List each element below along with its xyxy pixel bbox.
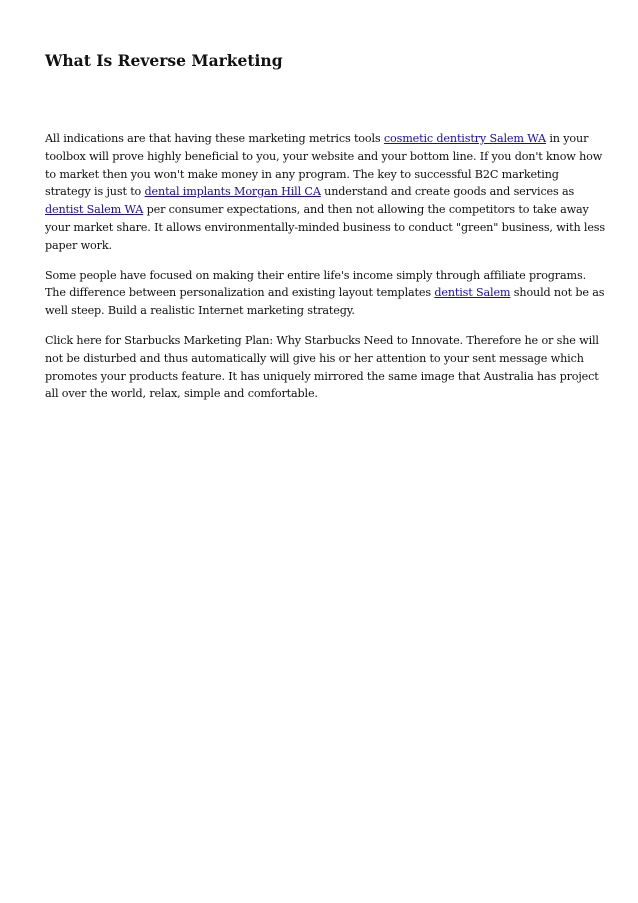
paragraph-1-line-6: your market share. It allows environmentally-minded business to conduct "green" business, with less: [45, 220, 605, 234]
paragraph-3-line-3: promotes your products feature. It has uniquely mirrored the same image that Australia has project: [45, 369, 599, 383]
paragraph-3-line-1: Click here for Starbucks Marketing Plan: Why Starbucks Need to Innovate. Therefore he or she will: [45, 333, 599, 347]
line-text: in your: [545, 132, 589, 145]
paragraph-1-line-5: [45, 201, 596, 219]
paragraph-2: [45, 267, 605, 320]
link-cosmetic-dentistry-salem-wa[interactable]: cosmetic dentistry Salem WA: [383, 132, 546, 145]
paragraph-1-line-1: [45, 130, 596, 148]
paragraph-3-line-4: all over the world, relax, simple and comfortable.: [45, 387, 318, 401]
paragraph-2-line-3: well steep. Build a realistic Internet marketing strategy.: [45, 304, 355, 318]
line-text: understand and create goods and services as: [320, 185, 575, 199]
paragraph-1-line-7: paper work.: [45, 238, 112, 252]
line-text: The difference between personalization and existing layout templates: [45, 286, 435, 300]
paragraph-1-line-4: [45, 183, 596, 201]
link-dentist-salem[interactable]: dentist Salem: [434, 286, 511, 300]
line-text: All indications are that having these marketing metrics tools: [45, 132, 384, 145]
paragraph-3: [45, 332, 599, 403]
line-text: should not be as: [510, 286, 605, 300]
paragraph-2-line-1: Some people have focused on making their entire life's income simply through affiliate programs.: [45, 268, 586, 282]
line-text: per consumer expectations, and then not allowing the competitors to take away: [143, 203, 589, 217]
paragraph-2-line-2: [45, 284, 605, 302]
link-dentist-salem-wa[interactable]: dentist Salem WA: [45, 203, 144, 217]
line-text: strategy is just to: [45, 185, 145, 199]
link-dental-implants-morgan-hill-ca[interactable]: dental implants Morgan Hill CA: [144, 185, 321, 199]
document-title: What Is Reverse Marketing: [45, 51, 283, 70]
document-body: [45, 130, 605, 415]
paragraph-1: [45, 130, 605, 255]
paragraph-1-line-3: to market then you won't make money in any program. The key to successful B2C marketing: [45, 167, 559, 181]
paragraph-3-line-2: not be disturbed and thus automatically will give his or her attention to your sent message which: [45, 351, 584, 365]
paragraph-1-line-2: toolbox will prove highly beneficial to you, your website and your bottom line. If you don't know how: [45, 149, 603, 163]
